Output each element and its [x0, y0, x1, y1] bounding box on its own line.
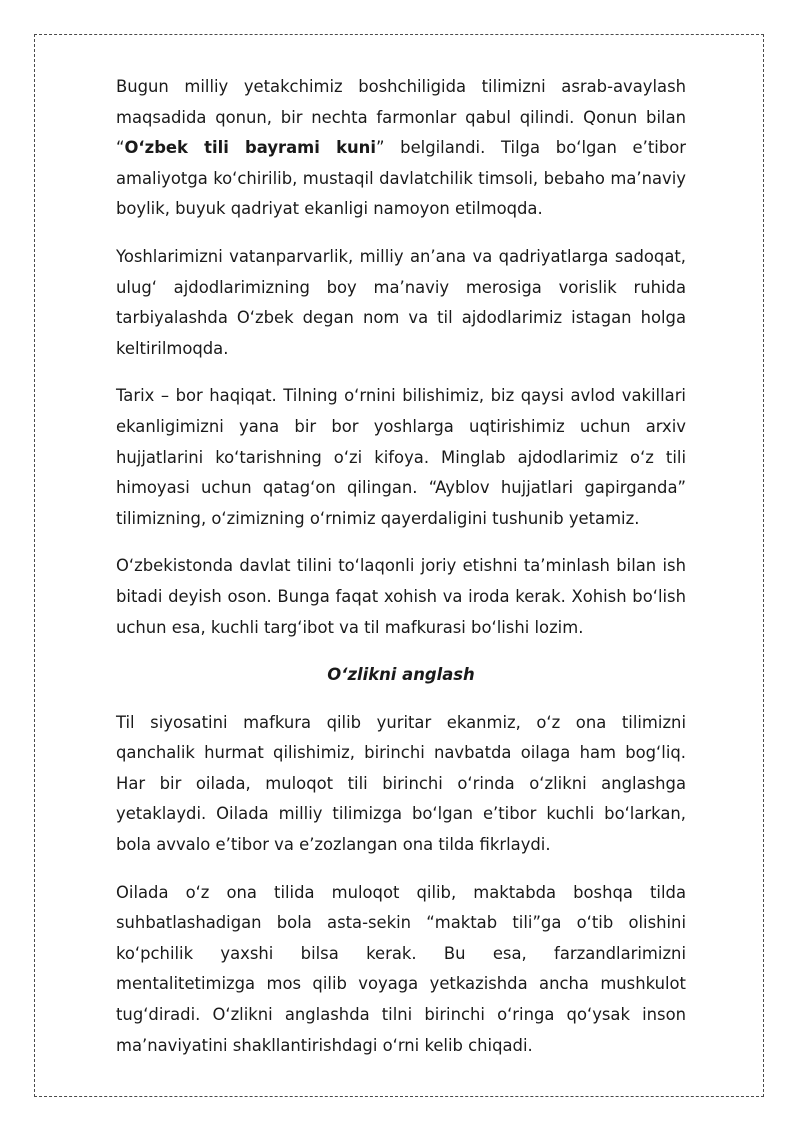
paragraph-5: Til siyosatini mafkura qilib yuritar ekanmiz, o‘z ona tilimizni qanchalik hurmat qilishimiz, birinchi navbatda oilaga ham bog‘liq. Har bir oilada, muloqot tili birinchi o‘rinda o‘zlikni anglashga yetaklaydi. Oilada milliy tilimizga bo‘lgan e’tibor kuchli bo‘larkan, bola avvalo e’tibor va e’zozlangan ona tilda fikrlaydi.: [116, 712, 686, 855]
paragraph-1-text-start: Bugun milliy yetakchimiz boshchiligida tilimizni asrab-avaylash maqsadida qonun, bir nechta farmonlar qabul qilindi. Qonun bilan “: [116, 77, 686, 158]
paragraph-4: O‘zbekistonda davlat tilini to‘laqonli joriy etishni ta’minlash bilan ish bitadi deyish oson. Bunga faqat xohish va iroda kerak. Xohish bo‘lish uchun esa, kuchli targ‘ibot va til mafkurasi bo‘lishi lozim.: [116, 556, 686, 637]
document-body: [116, 72, 686, 1078]
paragraph-2: Yoshlarimizni vatanparvarlik, milliy an’ana va qadriyatlarga sadoqat, ulug‘ ajdodlarimizning boy ma’naviy merosiga vorislik ruhida tarbiyalashda O‘zbek degan nom va til ajdodlarimiz istagan holga keltirilmoqda.: [116, 246, 686, 358]
section-heading: O‘zlikni anglash: [327, 665, 475, 685]
paragraph-1-text-end: ” belgilandi. Tilga bo‘lgan e’tibor amaliyotga ko‘chirilib, mustaqil davlatchilik timsoli, bebaho ma’naviy boylik, buyuk qadriyat ekanligi namoyon etilmoqda.: [116, 138, 686, 219]
paragraph-6: Oilada o‘z ona tilida muloqot qilib, maktabda boshqa tilda suhbatlashadigan bola asta-sekin “maktab tili”ga o‘tib olishini ko‘pchilik yaxshi bilsa kerak. Bu esa, farzandlarimizni mentalitetimizga mos qilib voyaga yetkazishda ancha mushkulot tug‘diradi. O‘zlikni anglashda tilni birinchi o‘ringa qo‘ysak inson ma’naviyatini shakllantirishdagi o‘rni kelib chiqadi.: [116, 882, 686, 1055]
holiday-name-bold: O‘zbek tili bayrami kuni: [124, 138, 376, 158]
paragraph-1: [116, 72, 686, 225]
paragraph-3: Tarix – bor haqiqat. Tilning o‘rnini bilishimiz, biz qaysi avlod vakillari ekanligimizni yana bir bor yoshlarga uqtirishimiz uchun arxiv hujjatlarini ko‘tarishning o‘zi kifoya. Minglab ajdodlarimiz o‘z tili himoyasi uchun qatag‘on qilingan. “Ayblov hujjatlari gapirganda” tilimizning, o‘zimizning o‘rnimiz qayerdaligini tushunib yetamiz.: [116, 386, 686, 528]
